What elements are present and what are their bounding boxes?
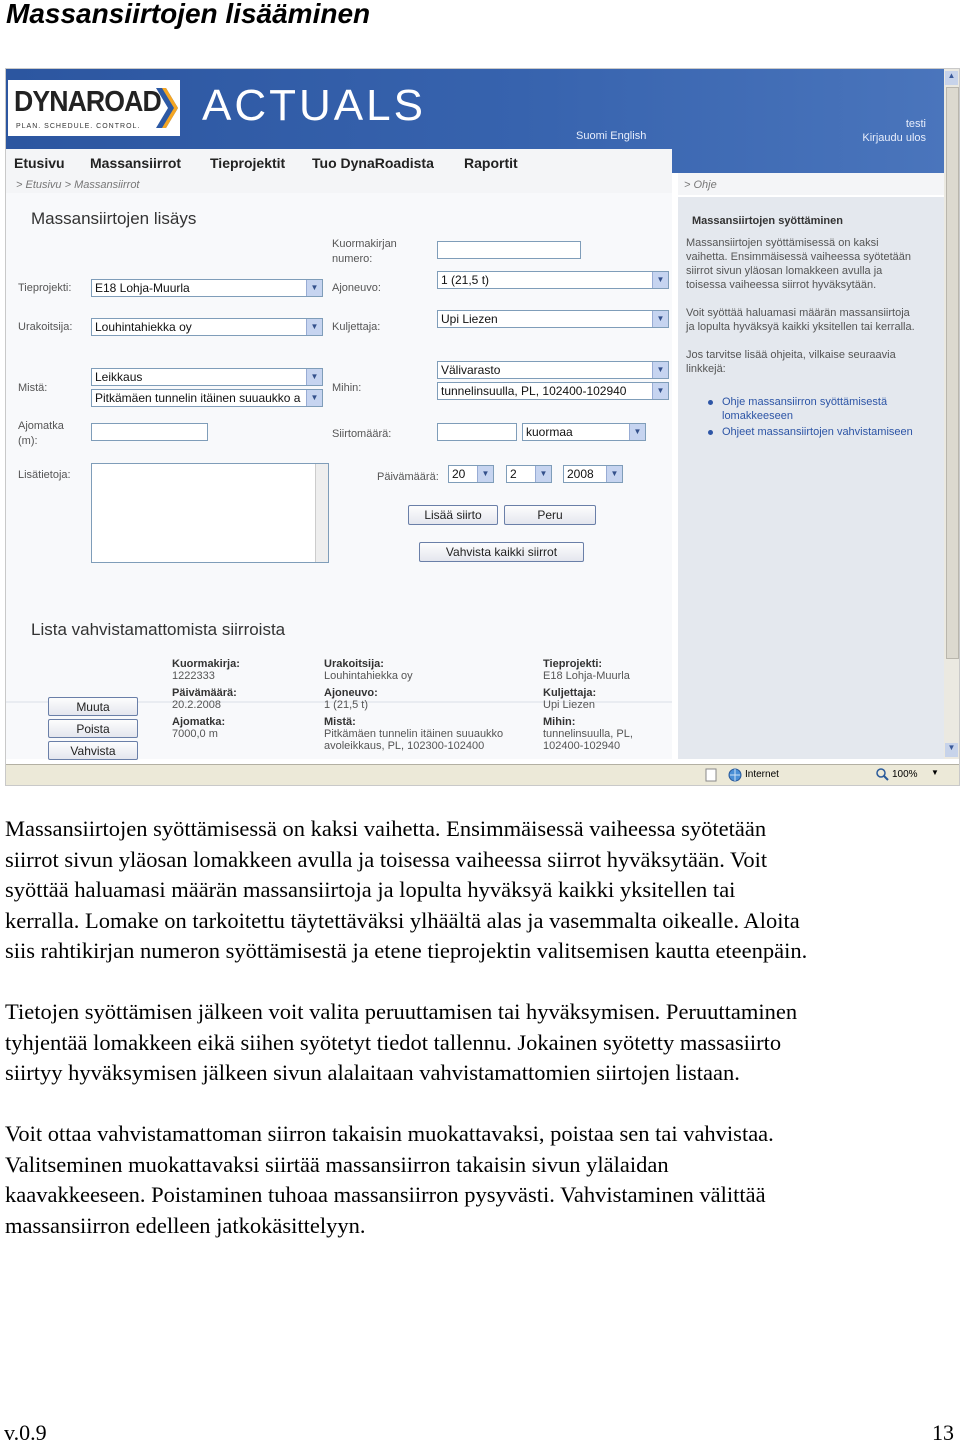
kuormakirja-input[interactable] [437, 241, 581, 259]
username: testi [905, 118, 926, 130]
nav-tuo-dynaroadista[interactable]: Tuo DynaRoadista [312, 155, 434, 171]
info-key: Kuormakirja: [172, 658, 240, 670]
dynaroad-logo [8, 80, 180, 136]
chevron-down-icon[interactable]: ▼ [931, 768, 939, 777]
urakoitsija-select[interactable]: Louhintahiekka oy ▼ [91, 318, 323, 336]
lisatietoja-textarea[interactable] [91, 463, 329, 563]
page-scrollbar[interactable] [944, 69, 959, 759]
edit-button[interactable]: Muuta [48, 697, 138, 716]
chevron-down-icon: ▼ [306, 369, 322, 385]
page-icon [704, 768, 718, 782]
list-row-col1 [172, 658, 240, 740]
zoom-level[interactable]: 100% [892, 769, 918, 780]
info-value: 102400-102940 [543, 740, 621, 752]
tieprojekti-select[interactable]: E18 Lohja-Muurla ▼ [91, 279, 323, 297]
mihin-label: Mihin: [332, 382, 362, 394]
info-key: Tieprojekti: [543, 658, 603, 670]
info-key: Mistä: [324, 716, 356, 728]
chevron-down-icon: ▼ [306, 280, 322, 296]
form-title: Massansiirtojen lisäys [31, 209, 197, 228]
page-number: 13 [932, 1420, 954, 1445]
nav-tieprojektit[interactable]: Tieprojektit [210, 155, 286, 171]
info-value: Pitkämäen tunnelin itäinen suuaukko [324, 728, 504, 740]
zone-label: Internet [745, 769, 779, 780]
ajomatka-label: Ajomatka (m): [18, 420, 64, 447]
help-link-syottaminen[interactable]: Ohje massansiirron syöttämisestä lomakkeeseen [722, 396, 888, 422]
info-value: 1222333 [172, 670, 215, 682]
version-label: v.0.9 [4, 1420, 47, 1445]
confirm-button[interactable]: Vahvista [48, 741, 138, 760]
info-key: Urakoitsija: [324, 658, 384, 670]
info-value: avoleikkaus, PL, 102300-102400 [324, 740, 485, 752]
user-box [856, 117, 926, 145]
add-transfer-button[interactable]: Lisää siirto [408, 505, 498, 525]
siirtomaara-input[interactable] [437, 423, 517, 441]
logo-text: DYNAROAD [14, 86, 161, 118]
year-select[interactable]: 2008 ▼ [563, 465, 623, 483]
siirtomaara-label: Siirtomäärä: [332, 428, 392, 440]
help-link-vahvistaminen[interactable]: Ohjeet massansiirtojen vahvistamiseen [722, 426, 913, 438]
chevron-down-icon: ▼ [652, 272, 668, 288]
chevron-down-icon: ▼ [606, 466, 622, 482]
info-key: Ajoneuvo: [324, 687, 378, 699]
breadcrumb[interactable]: > Etusivu > Massansiirrot [16, 179, 140, 191]
zoom-icon [876, 768, 889, 781]
paragraph-1: Massansiirtojen syöttämisessä on kaksi vaihetta. Ensimmäisessä vaiheessa syötetään siirrot sivun yläosan lomakkeen avulla ja toisessa vaiheessa siirrot hyväksytään. Voit syöttää haluamasi määrän massansiirtoja ja lopulta hyväksyä kaikki yksitellen tai kerralla. Lomake on tarkoitettu täytettäväksi ylhäältä alas ja vasemmalta oikealle. Aloita siis rahtikirjan numeron syöttämisestä ja etene tieprojektin valitsemisen kautta eteenpäin. [5, 816, 808, 963]
document-title: Massansiirtojen lisääminen [6, 0, 371, 29]
browser-screenshot [5, 68, 960, 786]
help-bar [678, 173, 944, 195]
info-key: Ajomatka: [172, 716, 226, 728]
language-switch[interactable]: Suomi English [576, 130, 647, 142]
unit-select[interactable]: kuormaa ▼ [522, 423, 646, 441]
nav-massansiirrot[interactable]: Massansiirrot [90, 155, 182, 171]
chevron-down-icon: ▼ [306, 390, 322, 406]
kuormakirja-label: Kuormakirjan numero: [332, 238, 397, 265]
cancel-button[interactable]: Peru [504, 505, 596, 525]
info-value: Upi Liezen [543, 699, 595, 711]
help-text-2: Voit syöttää haluamasi määrän massansiirtoja ja lopulta hyväksyä kaikki yksitellen tai kerralla. [686, 307, 915, 333]
paragraph-3: Voit ottaa vahvistamattoman siirron takaisin muokattavaksi, poistaa sen tai vahvistaa. Valitseminen muokattavaksi siirtää massansiirron takaisin sivun ylälaidan kaavakkeeseen. Poistaminen tuhoaa massansiirron pysyvästi. Vahvistaminen välittää massansiirron edelleen jatkokäsittelyyn. [5, 1121, 774, 1238]
help-text-1: Massansiirtojen syöttämisessä on kaksi vaihetta. Ensimmäisessä vaiheessa syötetään siirrot sivun yläosan lomakkeen avulla ja toisessa vaiheessa siirrot hyväksytään. [686, 237, 912, 291]
globe-icon [728, 768, 742, 782]
paragraph-2: Tietojen syöttämisen jälkeen voit valita peruuttamisen tai hyväksymisen. Peruuttaminen tyhjentää lomakkeen eikä siihen syötetyt tiedot tallennu. Jokainen syötetty massasiirto siirtyy hyväksymisen jälkeen sivun alalaitaan vahvistamattomien siirtojen listaan. [5, 999, 798, 1085]
chevron-down-icon: ▼ [535, 466, 551, 482]
info-value: tunnelinsuulla, PL, [543, 728, 633, 740]
scroll-up-icon[interactable]: ▲ [945, 71, 958, 85]
info-key: Mihin: [543, 716, 576, 728]
browser-status-bar [6, 764, 959, 786]
info-key: Päivämäärä: [172, 687, 237, 699]
confirm-all-button[interactable]: Vahvista kaikki siirrot [419, 542, 584, 562]
bullet-icon [708, 430, 713, 435]
month-select[interactable]: 2 ▼ [506, 465, 552, 483]
chevron-down-icon: ▼ [652, 383, 668, 399]
list-row-col3 [543, 658, 633, 759]
ajoneuvo-label: Ajoneuvo: [332, 282, 381, 294]
nav-etusivu[interactable]: Etusivu [14, 155, 65, 171]
kuljettaja-label: Kuljettaja: [332, 321, 381, 333]
chevron-down-icon: ▼ [652, 311, 668, 327]
day-select[interactable]: 20 ▼ [448, 465, 494, 483]
mista-label: Mistä: [18, 382, 48, 394]
info-value: 1 (21,5 t) [324, 699, 369, 711]
chevron-down-icon: ▼ [629, 424, 645, 440]
chevron-down-icon: ▼ [652, 362, 668, 378]
mista-type-select[interactable]: Leikkaus ▼ [91, 368, 323, 386]
chevron-logo-icon [154, 86, 180, 130]
scroll-down-icon[interactable]: ▼ [945, 743, 958, 757]
logo-tagline: PLAN. SCHEDULE. CONTROL. [16, 123, 141, 130]
chevron-down-icon: ▼ [306, 319, 322, 335]
info-value: E18 Lohja-Muurla [543, 670, 630, 682]
delete-button[interactable]: Poista [48, 719, 138, 738]
lisatietoja-label: Lisätietoja: [18, 469, 71, 481]
bullet-icon [708, 400, 713, 405]
nav-raportit[interactable]: Raportit [464, 155, 518, 171]
help-breadcrumb[interactable]: > Ohje [684, 179, 717, 191]
chevron-down-icon: ▼ [477, 466, 493, 482]
paivamaara-label: Päivämäärä: [377, 471, 439, 483]
main-nav [6, 149, 672, 193]
info-value: 7000,0 m [172, 728, 218, 740]
list-title: Lista vahvistamattomista siirroista [31, 620, 286, 639]
help-text-3: Jos tarvitse lisää ohjeita, vilkaise seuraavia linkkejä: [686, 349, 896, 375]
mihin-place-select[interactable]: tunnelinsuulla, PL, 102400-102940 ▼ [437, 382, 669, 400]
urakoitsija-label: Urakoitsija: [18, 321, 73, 333]
help-title: Massansiirtojen syöttäminen [692, 215, 843, 227]
info-key: Kuljettaja: [543, 687, 597, 699]
ajoneuvo-select[interactable]: 1 (21,5 t) ▼ [437, 271, 669, 289]
scroll-thumb[interactable] [946, 87, 959, 659]
ajomatka-input[interactable] [91, 423, 208, 441]
mihin-type-select[interactable]: Välivarasto ▼ [437, 361, 669, 379]
logout-link[interactable]: Kirjaudu ulos [862, 132, 926, 144]
tieprojekti-label: Tieprojekti: [18, 282, 72, 294]
textarea-scrollbar[interactable] [315, 464, 328, 562]
info-value: 20.2.2008 [172, 699, 221, 711]
help-sidebar [678, 197, 944, 759]
kuljettaja-select[interactable]: Upi Liezen ▼ [437, 310, 669, 328]
product-name: ACTUALS [202, 81, 426, 130]
info-value: Louhintahiekka oy [324, 670, 413, 682]
list-row-col2 [324, 658, 503, 759]
mista-place-select[interactable]: Pitkämäen tunnelin itäinen suuaukko a ▼ [91, 389, 323, 407]
